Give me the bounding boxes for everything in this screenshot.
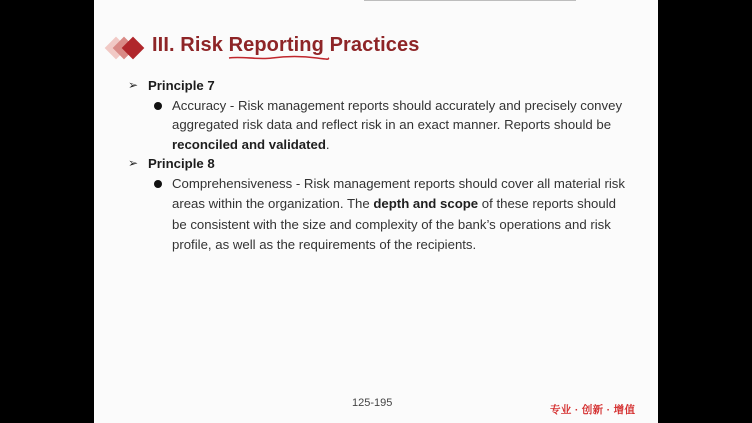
principle-7-description (128, 96, 628, 155)
brand-tagline: 专业 · 创新 · 增值 (550, 404, 636, 416)
description-text: Accuracy - Risk management reports should accurately and precisely convey aggregated risk data and reflect risk in an exact manner. Reports should be (172, 97, 623, 132)
bullet-dot-icon (154, 102, 162, 110)
presentation-slide (94, 0, 658, 423)
title-underlined-text: Reporting (228, 34, 324, 56)
arrow-bullet-icon: ➢ (128, 156, 139, 170)
annotation-underline-icon (227, 54, 331, 62)
slide-body (128, 76, 628, 256)
title-suffix: Practices (323, 34, 420, 56)
description-text-end: of these reports should be consistent with the size and complexity of the bank’s operations and risk profile, as well as the requirements of the recipients. (172, 196, 616, 252)
description-text-end: . (325, 136, 330, 152)
bullet-dot-icon (154, 180, 162, 188)
title-diamond-icon (108, 34, 148, 62)
title-underlined-word (229, 34, 324, 57)
principle-heading-7 (128, 76, 628, 96)
principle-heading-text: Principle 8 (148, 156, 215, 171)
slide-title (152, 34, 419, 57)
description-emphasis: reconciled and validated (172, 136, 326, 152)
page-number: 125-195 (352, 397, 393, 409)
description-text: Comprehensiveness - Risk management reports should cover all material risk areas within the organization. The (172, 175, 625, 211)
title-prefix: III. Risk (152, 34, 229, 56)
principle-8-description (128, 174, 628, 256)
description-emphasis: depth and scope (373, 196, 479, 211)
principle-heading-text: Principle 7 (148, 78, 215, 93)
arrow-bullet-icon: ➢ (128, 78, 139, 92)
principle-heading-8 (128, 154, 628, 174)
top-divider (364, 0, 576, 1)
